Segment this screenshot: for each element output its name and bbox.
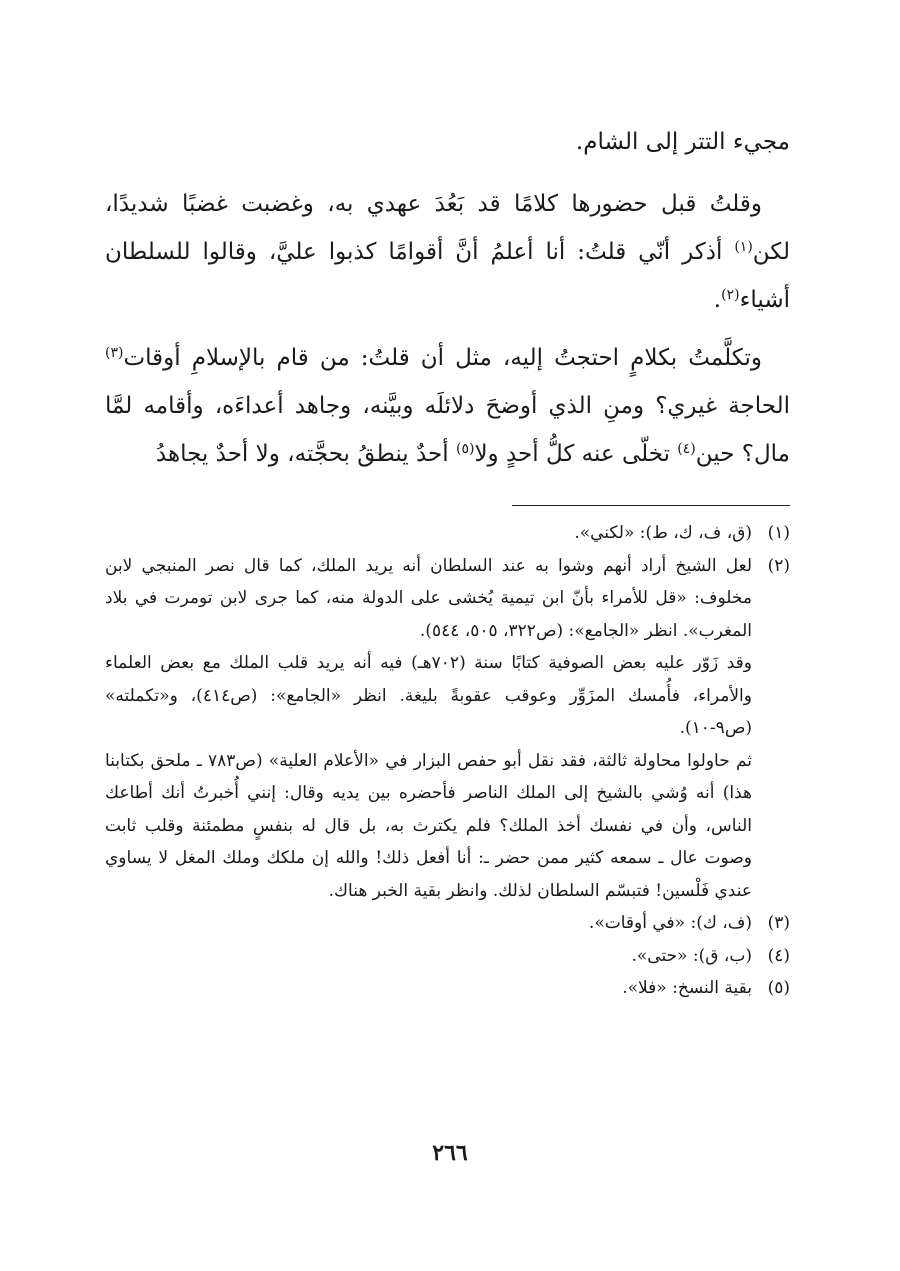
footnote-ref-2[interactable]: (٢): [721, 287, 740, 303]
footnote-number: (٥): [767, 978, 790, 998]
footnote-separator: [512, 505, 790, 506]
footnote-1: [105, 517, 790, 550]
footnote-number: (٤): [767, 945, 790, 966]
main-paragraph-1: مجيء التتر إلى الشام.: [575, 129, 790, 155]
footnote-text: (ف، ك): «في أوقات».: [588, 913, 752, 933]
footnote-text: [105, 550, 752, 908]
main-paragraph-3: [105, 334, 790, 478]
footnote-paragraph: وقد زَوّر عليه بعض الصوفية كتابًا سنة (٧٠٢هـ) فيه أنه يريد قلب الملك مع بعض العلماء والأمراء، فأُمسك المزَوِّر وعوقب عقوبةً بليغة. انظر «الجامع»: (ص٤١٤)، و«تكملته» (ص٩-١٠).: [105, 653, 752, 738]
footnote-number: (٢): [767, 555, 790, 576]
page-number: ٢٦٦: [432, 1140, 468, 1166]
main-text-run: تخلّى عنه كلُّ أحدٍ ولا: [474, 441, 678, 467]
main-text-run: أذكر أنّي قلتُ: أنا أعلمُ أنَّ أقوامًا كذبوا عليَّ، وقالوا للسلطان أشياء: [105, 239, 790, 313]
footnote-number: (٣): [767, 913, 790, 933]
main-text-run: الحاجة غيري؟ ومنِ الذي أوضحَ دلائلَه وبيَّنه، وجاهد أعداءَه، وأقامه لمَّا مال؟ حين: [105, 393, 790, 467]
main-paragraph-2: [105, 180, 790, 324]
main-text: [105, 118, 790, 488]
footnote-paragraph: لعل الشيخ أراد أنهم وشوا به عند السلطان أنه يريد الملك، كما قال نصر المنبجي لابن مخلوف: «قل للأمراء بأنّ ابن تيمية يُخشى على الدولة منه، كما جرى لابن تومرت في بلاد المغرب». انظر «الجامع»: (ص٣٢٢، ٥٠٥، ٥٤٤).: [105, 555, 752, 641]
main-text-run: وقلتُ قبل حضورها كلامًا قد بَعُدَ عهدي به، وغضبت غضبًا شديدًا، لكن: [105, 191, 790, 265]
footnote-ref-3[interactable]: (٣): [105, 345, 124, 361]
footnote-paragraph: ثم حاولوا محاولة ثالثة، فقد نقل أبو حفص البزار في «الأعلام العلية» (ص٧٨٣ ـ ملحق بكتابنا هذا) أنه وُشي بالشيخ إلى الملك الناصر فأحضره بين يديه وقال: إنني أُخبرتُ أنك أطاعك الناس، وأن في نفسك أخذ الملك؟ فلم يكترث به، بل قال له بنفسٍ مطمئنة وقلب ثابت وصوت عال ـ سمعه كثير ممن حضر ـ: أنا أفعل ذلك! والله إن ملكك وملك المغل لا يساوي عندي فَلْسين! فتبسّم السلطان لذلك. وانظر بقية الخبر هناك.: [105, 750, 752, 901]
footnote-4: [105, 940, 790, 973]
footnote-text: بقية النسخ: «فلا».: [622, 978, 752, 998]
footnote-text: (ب، ق): «حتى».: [631, 945, 752, 966]
footnote-ref-1[interactable]: (١): [734, 239, 753, 255]
footnotes: [105, 517, 790, 1005]
main-text-run: أحدٌ ينطقُ بحجَّته، ولا أحدٌ يجاهدُ: [155, 441, 456, 467]
footnote-3: [105, 907, 790, 940]
main-text-run: وتكلَّمتُ بكلامٍ احتجتُ إليه، مثل أن قلتُ: من قام بالإسلامِ أوقات: [123, 345, 762, 371]
footnote-ref-4[interactable]: (٤): [677, 441, 696, 457]
footnote-5: [105, 972, 790, 1005]
footnote-text: (ق، ف، ك، ط): «لكني».: [574, 523, 752, 543]
footnote-2: [105, 550, 790, 908]
footnote-number: (١): [767, 523, 790, 543]
main-text-run: .: [713, 287, 722, 313]
footnote-ref-5[interactable]: (٥): [455, 441, 475, 457]
